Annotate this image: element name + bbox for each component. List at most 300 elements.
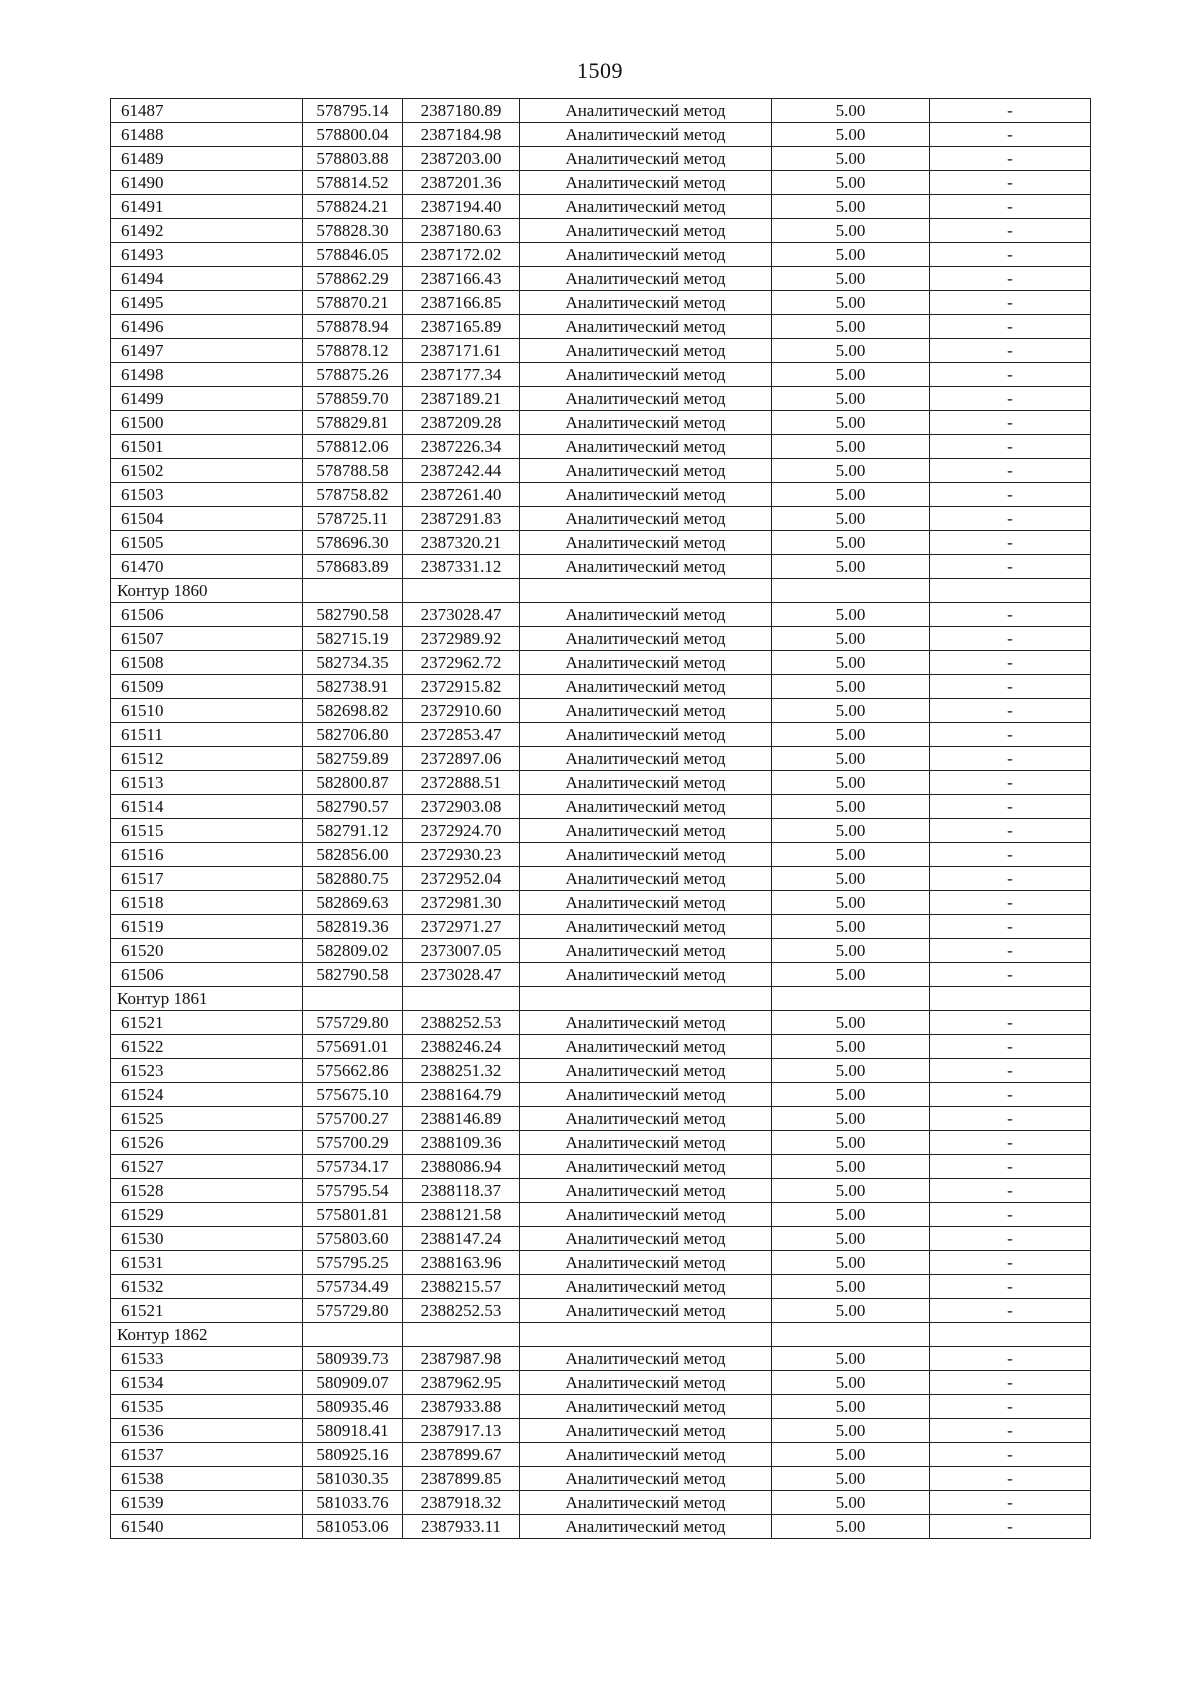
x-coordinate-cell: 580935.46 [303, 1395, 403, 1419]
x-coordinate-cell: 582809.02 [303, 939, 403, 963]
note-cell: - [930, 243, 1091, 267]
table-row [111, 699, 1091, 723]
point-number-cell: 61527 [111, 1155, 303, 1179]
y-coordinate-cell: 2372962.72 [403, 651, 520, 675]
note-cell: - [930, 411, 1091, 435]
y-coordinate-cell: 2372981.30 [403, 891, 520, 915]
point-number-cell: 61540 [111, 1515, 303, 1539]
method-cell: Аналитический метод [520, 1419, 772, 1443]
y-coordinate-cell: 2387987.98 [403, 1347, 520, 1371]
method-cell: Аналитический метод [520, 1347, 772, 1371]
point-number-cell: 61515 [111, 819, 303, 843]
y-coordinate-cell: 2372930.23 [403, 843, 520, 867]
table-row [111, 531, 1091, 555]
accuracy-cell: 5.00 [772, 435, 930, 459]
accuracy-cell: 5.00 [772, 627, 930, 651]
accuracy-cell: 5.00 [772, 1083, 930, 1107]
method-cell: Аналитический метод [520, 243, 772, 267]
note-cell: - [930, 867, 1091, 891]
table-row [111, 1083, 1091, 1107]
point-number-cell: 61532 [111, 1275, 303, 1299]
accuracy-cell: 5.00 [772, 291, 930, 315]
table-body [111, 99, 1091, 1539]
note-cell: - [930, 651, 1091, 675]
accuracy-cell: 5.00 [772, 1299, 930, 1323]
accuracy-cell: 5.00 [772, 507, 930, 531]
y-coordinate-cell: 2387962.95 [403, 1371, 520, 1395]
y-coordinate-cell: 2388109.36 [403, 1131, 520, 1155]
method-cell: Аналитический метод [520, 747, 772, 771]
note-cell: - [930, 195, 1091, 219]
accuracy-cell: 5.00 [772, 843, 930, 867]
method-cell: Аналитический метод [520, 1515, 772, 1539]
empty-cell [403, 1323, 520, 1347]
x-coordinate-cell: 578859.70 [303, 387, 403, 411]
empty-cell [403, 987, 520, 1011]
method-cell: Аналитический метод [520, 1275, 772, 1299]
point-number-cell: 61493 [111, 243, 303, 267]
point-number-cell: 61533 [111, 1347, 303, 1371]
table-row [111, 1155, 1091, 1179]
accuracy-cell: 5.00 [772, 723, 930, 747]
note-cell: - [930, 1011, 1091, 1035]
x-coordinate-cell: 582698.82 [303, 699, 403, 723]
x-coordinate-cell: 575734.17 [303, 1155, 403, 1179]
method-cell: Аналитический метод [520, 603, 772, 627]
y-coordinate-cell: 2387320.21 [403, 531, 520, 555]
accuracy-cell: 5.00 [772, 1059, 930, 1083]
method-cell: Аналитический метод [520, 891, 772, 915]
x-coordinate-cell: 575700.27 [303, 1107, 403, 1131]
point-number-cell: 61504 [111, 507, 303, 531]
point-number-cell: 61511 [111, 723, 303, 747]
x-coordinate-cell: 582880.75 [303, 867, 403, 891]
empty-cell [930, 987, 1091, 1011]
note-cell: - [930, 483, 1091, 507]
method-cell: Аналитический метод [520, 1467, 772, 1491]
x-coordinate-cell: 581030.35 [303, 1467, 403, 1491]
method-cell: Аналитический метод [520, 267, 772, 291]
note-cell: - [930, 939, 1091, 963]
point-number-cell: 61537 [111, 1443, 303, 1467]
x-coordinate-cell: 582790.57 [303, 795, 403, 819]
method-cell: Аналитический метод [520, 867, 772, 891]
accuracy-cell: 5.00 [772, 1011, 930, 1035]
x-coordinate-cell: 578814.52 [303, 171, 403, 195]
x-coordinate-cell: 578683.89 [303, 555, 403, 579]
note-cell: - [930, 363, 1091, 387]
table-row [111, 315, 1091, 339]
x-coordinate-cell: 582715.19 [303, 627, 403, 651]
method-cell: Аналитический метод [520, 939, 772, 963]
table-row [111, 1059, 1091, 1083]
method-cell: Аналитический метод [520, 843, 772, 867]
method-cell: Аналитический метод [520, 1011, 772, 1035]
method-cell: Аналитический метод [520, 771, 772, 795]
x-coordinate-cell: 582869.63 [303, 891, 403, 915]
accuracy-cell: 5.00 [772, 267, 930, 291]
empty-cell [303, 987, 403, 1011]
x-coordinate-cell: 578878.12 [303, 339, 403, 363]
y-coordinate-cell: 2388215.57 [403, 1275, 520, 1299]
x-coordinate-cell: 578824.21 [303, 195, 403, 219]
point-number-cell: 61495 [111, 291, 303, 315]
table-row [111, 1275, 1091, 1299]
x-coordinate-cell: 578875.26 [303, 363, 403, 387]
table-row [111, 795, 1091, 819]
note-cell: - [930, 1491, 1091, 1515]
method-cell: Аналитический метод [520, 1491, 772, 1515]
note-cell: - [930, 891, 1091, 915]
y-coordinate-cell: 2388121.58 [403, 1203, 520, 1227]
y-coordinate-cell: 2372888.51 [403, 771, 520, 795]
accuracy-cell: 5.00 [772, 1467, 930, 1491]
x-coordinate-cell: 581053.06 [303, 1515, 403, 1539]
y-coordinate-cell: 2387177.34 [403, 363, 520, 387]
note-cell: - [930, 1203, 1091, 1227]
x-coordinate-cell: 578803.88 [303, 147, 403, 171]
x-coordinate-cell: 582759.89 [303, 747, 403, 771]
table-row [111, 1443, 1091, 1467]
x-coordinate-cell: 578795.14 [303, 99, 403, 123]
x-coordinate-cell: 575801.81 [303, 1203, 403, 1227]
y-coordinate-cell: 2387172.02 [403, 243, 520, 267]
method-cell: Аналитический метод [520, 1227, 772, 1251]
table-row [111, 771, 1091, 795]
point-number-cell: 61524 [111, 1083, 303, 1107]
table-row [111, 747, 1091, 771]
point-number-cell: 61488 [111, 123, 303, 147]
table-row [111, 459, 1091, 483]
accuracy-cell: 5.00 [772, 603, 930, 627]
table-row [111, 435, 1091, 459]
x-coordinate-cell: 581033.76 [303, 1491, 403, 1515]
x-coordinate-cell: 580925.16 [303, 1443, 403, 1467]
accuracy-cell: 5.00 [772, 1107, 930, 1131]
note-cell: - [930, 339, 1091, 363]
table-row [111, 195, 1091, 219]
method-cell: Аналитический метод [520, 291, 772, 315]
x-coordinate-cell: 580918.41 [303, 1419, 403, 1443]
point-number-cell: 61499 [111, 387, 303, 411]
note-cell: - [930, 531, 1091, 555]
table-row [111, 1203, 1091, 1227]
note-cell: - [930, 435, 1091, 459]
table-row [111, 363, 1091, 387]
note-cell: - [930, 963, 1091, 987]
note-cell: - [930, 1155, 1091, 1179]
method-cell: Аналитический метод [520, 1059, 772, 1083]
y-coordinate-cell: 2387331.12 [403, 555, 520, 579]
point-number-cell: 61498 [111, 363, 303, 387]
accuracy-cell: 5.00 [772, 363, 930, 387]
y-coordinate-cell: 2372915.82 [403, 675, 520, 699]
y-coordinate-cell: 2372924.70 [403, 819, 520, 843]
accuracy-cell: 5.00 [772, 867, 930, 891]
y-coordinate-cell: 2372989.92 [403, 627, 520, 651]
accuracy-cell: 5.00 [772, 123, 930, 147]
contour-header-row [111, 1323, 1091, 1347]
table-row [111, 603, 1091, 627]
x-coordinate-cell: 580909.07 [303, 1371, 403, 1395]
accuracy-cell: 5.00 [772, 1179, 930, 1203]
x-coordinate-cell: 575734.49 [303, 1275, 403, 1299]
point-number-cell: 61492 [111, 219, 303, 243]
accuracy-cell: 5.00 [772, 1491, 930, 1515]
x-coordinate-cell: 578862.29 [303, 267, 403, 291]
note-cell: - [930, 747, 1091, 771]
x-coordinate-cell: 582800.87 [303, 771, 403, 795]
method-cell: Аналитический метод [520, 1395, 772, 1419]
point-number-cell: 61521 [111, 1011, 303, 1035]
method-cell: Аналитический метод [520, 363, 772, 387]
accuracy-cell: 5.00 [772, 651, 930, 675]
point-number-cell: 61513 [111, 771, 303, 795]
method-cell: Аналитический метод [520, 171, 772, 195]
table-row [111, 723, 1091, 747]
y-coordinate-cell: 2388118.37 [403, 1179, 520, 1203]
empty-cell [930, 579, 1091, 603]
contour-label: Контур 1860 [111, 579, 303, 603]
method-cell: Аналитический метод [520, 315, 772, 339]
table-row [111, 1107, 1091, 1131]
accuracy-cell: 5.00 [772, 1035, 930, 1059]
table-row [111, 939, 1091, 963]
x-coordinate-cell: 578800.04 [303, 123, 403, 147]
point-number-cell: 61535 [111, 1395, 303, 1419]
point-number-cell: 61528 [111, 1179, 303, 1203]
table-row [111, 123, 1091, 147]
table-row [111, 819, 1091, 843]
method-cell: Аналитический метод [520, 1035, 772, 1059]
accuracy-cell: 5.00 [772, 747, 930, 771]
contour-header-row [111, 987, 1091, 1011]
method-cell: Аналитический метод [520, 387, 772, 411]
note-cell: - [930, 99, 1091, 123]
accuracy-cell: 5.00 [772, 1275, 930, 1299]
y-coordinate-cell: 2387899.67 [403, 1443, 520, 1467]
note-cell: - [930, 315, 1091, 339]
y-coordinate-cell: 2388164.79 [403, 1083, 520, 1107]
note-cell: - [930, 819, 1091, 843]
empty-cell [772, 987, 930, 1011]
note-cell: - [930, 171, 1091, 195]
point-number-cell: 61521 [111, 1299, 303, 1323]
x-coordinate-cell: 582791.12 [303, 819, 403, 843]
table-row [111, 1347, 1091, 1371]
table-row [111, 387, 1091, 411]
empty-cell [520, 579, 772, 603]
table-row [111, 1227, 1091, 1251]
y-coordinate-cell: 2387203.00 [403, 147, 520, 171]
method-cell: Аналитический метод [520, 123, 772, 147]
y-coordinate-cell: 2372897.06 [403, 747, 520, 771]
table-row [111, 1299, 1091, 1323]
note-cell: - [930, 507, 1091, 531]
note-cell: - [930, 459, 1091, 483]
empty-cell [930, 1323, 1091, 1347]
point-number-cell: 61507 [111, 627, 303, 651]
y-coordinate-cell: 2387261.40 [403, 483, 520, 507]
table-row [111, 843, 1091, 867]
note-cell: - [930, 603, 1091, 627]
method-cell: Аналитический метод [520, 1083, 772, 1107]
table-row [111, 627, 1091, 651]
y-coordinate-cell: 2387165.89 [403, 315, 520, 339]
accuracy-cell: 5.00 [772, 1155, 930, 1179]
y-coordinate-cell: 2388252.53 [403, 1011, 520, 1035]
note-cell: - [930, 1347, 1091, 1371]
x-coordinate-cell: 578829.81 [303, 411, 403, 435]
x-coordinate-cell: 575803.60 [303, 1227, 403, 1251]
note-cell: - [930, 627, 1091, 651]
point-number-cell: 61522 [111, 1035, 303, 1059]
point-number-cell: 61534 [111, 1371, 303, 1395]
table-row [111, 507, 1091, 531]
method-cell: Аналитический метод [520, 1155, 772, 1179]
point-number-cell: 61490 [111, 171, 303, 195]
table-row [111, 291, 1091, 315]
x-coordinate-cell: 578812.06 [303, 435, 403, 459]
x-coordinate-cell: 575729.80 [303, 1011, 403, 1035]
method-cell: Аналитический метод [520, 411, 772, 435]
method-cell: Аналитический метод [520, 819, 772, 843]
note-cell: - [930, 1515, 1091, 1539]
table-row [111, 1179, 1091, 1203]
point-number-cell: 61539 [111, 1491, 303, 1515]
contour-header-row [111, 579, 1091, 603]
method-cell: Аналитический метод [520, 195, 772, 219]
accuracy-cell: 5.00 [772, 219, 930, 243]
coordinates-table [110, 98, 1091, 1539]
empty-cell [772, 579, 930, 603]
method-cell: Аналитический метод [520, 1107, 772, 1131]
point-number-cell: 61523 [111, 1059, 303, 1083]
method-cell: Аналитический метод [520, 1203, 772, 1227]
accuracy-cell: 5.00 [772, 915, 930, 939]
y-coordinate-cell: 2387201.36 [403, 171, 520, 195]
y-coordinate-cell: 2373007.05 [403, 939, 520, 963]
note-cell: - [930, 1467, 1091, 1491]
table-row [111, 1419, 1091, 1443]
note-cell: - [930, 1275, 1091, 1299]
table-row [111, 675, 1091, 699]
note-cell: - [930, 1419, 1091, 1443]
point-number-cell: 61529 [111, 1203, 303, 1227]
note-cell: - [930, 291, 1091, 315]
point-number-cell: 61501 [111, 435, 303, 459]
contour-label: Контур 1862 [111, 1323, 303, 1347]
x-coordinate-cell: 582734.35 [303, 651, 403, 675]
point-number-cell: 61487 [111, 99, 303, 123]
y-coordinate-cell: 2388246.24 [403, 1035, 520, 1059]
note-cell: - [930, 219, 1091, 243]
x-coordinate-cell: 575691.01 [303, 1035, 403, 1059]
table-row [111, 915, 1091, 939]
accuracy-cell: 5.00 [772, 171, 930, 195]
table-row [111, 1491, 1091, 1515]
accuracy-cell: 5.00 [772, 1371, 930, 1395]
table-row [111, 1371, 1091, 1395]
note-cell: - [930, 1395, 1091, 1419]
x-coordinate-cell: 582819.36 [303, 915, 403, 939]
note-cell: - [930, 1035, 1091, 1059]
x-coordinate-cell: 578828.30 [303, 219, 403, 243]
point-number-cell: 61516 [111, 843, 303, 867]
point-number-cell: 61536 [111, 1419, 303, 1443]
accuracy-cell: 5.00 [772, 675, 930, 699]
y-coordinate-cell: 2388252.53 [403, 1299, 520, 1323]
x-coordinate-cell: 582706.80 [303, 723, 403, 747]
note-cell: - [930, 555, 1091, 579]
table-row [111, 1011, 1091, 1035]
point-number-cell: 61531 [111, 1251, 303, 1275]
accuracy-cell: 5.00 [772, 555, 930, 579]
table-row [111, 1035, 1091, 1059]
x-coordinate-cell: 578725.11 [303, 507, 403, 531]
accuracy-cell: 5.00 [772, 99, 930, 123]
method-cell: Аналитический метод [520, 963, 772, 987]
y-coordinate-cell: 2387166.85 [403, 291, 520, 315]
note-cell: - [930, 915, 1091, 939]
table-row [111, 1515, 1091, 1539]
y-coordinate-cell: 2387189.21 [403, 387, 520, 411]
table-row [111, 891, 1091, 915]
y-coordinate-cell: 2387917.13 [403, 1419, 520, 1443]
note-cell: - [930, 1131, 1091, 1155]
method-cell: Аналитический метод [520, 795, 772, 819]
point-number-cell: 61508 [111, 651, 303, 675]
accuracy-cell: 5.00 [772, 1515, 930, 1539]
table-row [111, 1467, 1091, 1491]
accuracy-cell: 5.00 [772, 315, 930, 339]
accuracy-cell: 5.00 [772, 1131, 930, 1155]
table-row [111, 1131, 1091, 1155]
accuracy-cell: 5.00 [772, 795, 930, 819]
accuracy-cell: 5.00 [772, 1203, 930, 1227]
method-cell: Аналитический метод [520, 219, 772, 243]
table-row [111, 1251, 1091, 1275]
method-cell: Аналитический метод [520, 675, 772, 699]
table-row [111, 219, 1091, 243]
note-cell: - [930, 1107, 1091, 1131]
point-number-cell: 61497 [111, 339, 303, 363]
note-cell: - [930, 1179, 1091, 1203]
point-number-cell: 61510 [111, 699, 303, 723]
accuracy-cell: 5.00 [772, 1227, 930, 1251]
empty-cell [772, 1323, 930, 1347]
method-cell: Аналитический метод [520, 1251, 772, 1275]
y-coordinate-cell: 2372853.47 [403, 723, 520, 747]
accuracy-cell: 5.00 [772, 195, 930, 219]
point-number-cell: 61506 [111, 603, 303, 627]
point-number-cell: 61494 [111, 267, 303, 291]
point-number-cell: 61517 [111, 867, 303, 891]
point-number-cell: 61509 [111, 675, 303, 699]
empty-cell [520, 987, 772, 1011]
x-coordinate-cell: 575795.54 [303, 1179, 403, 1203]
accuracy-cell: 5.00 [772, 147, 930, 171]
note-cell: - [930, 1443, 1091, 1467]
note-cell: - [930, 1083, 1091, 1107]
accuracy-cell: 5.00 [772, 1251, 930, 1275]
y-coordinate-cell: 2373028.47 [403, 963, 520, 987]
y-coordinate-cell: 2387180.89 [403, 99, 520, 123]
method-cell: Аналитический метод [520, 723, 772, 747]
y-coordinate-cell: 2387933.11 [403, 1515, 520, 1539]
note-cell: - [930, 1227, 1091, 1251]
point-number-cell: 61520 [111, 939, 303, 963]
